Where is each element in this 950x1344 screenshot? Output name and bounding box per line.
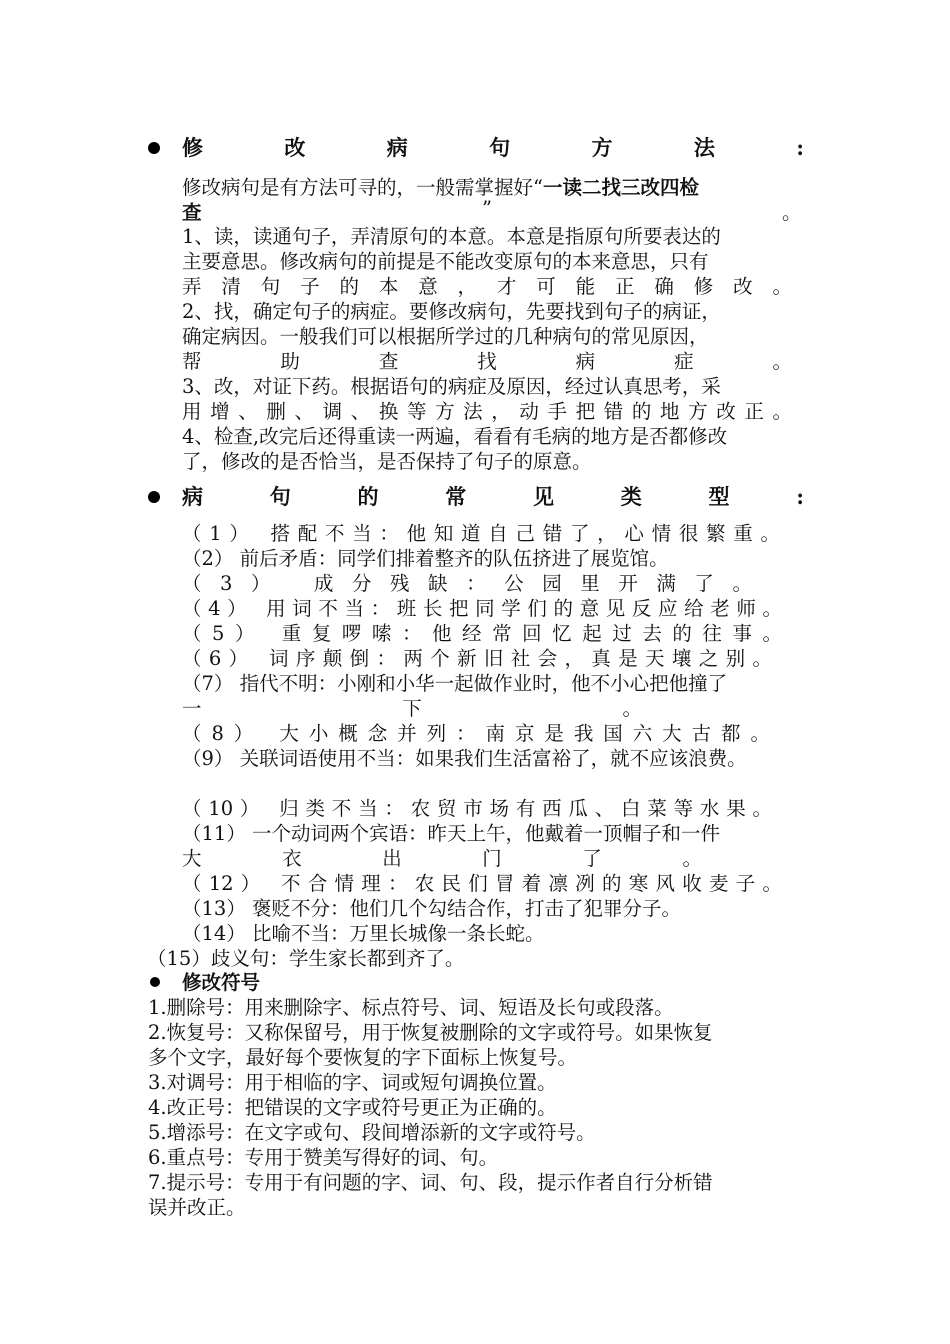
method-line: 弄清句子的本意，才可能正确修改。	[182, 275, 792, 298]
sentence-type-item: （9） 关联词语使用不当：如果我们生活富裕了，就不应该浪费。	[182, 747, 747, 770]
bullet-icon	[148, 491, 160, 503]
sentence-type-item: （3） 成分残缺：公园里开满了。	[182, 572, 752, 595]
sentence-type-item: 大衣出门了。	[182, 847, 702, 870]
symbol-item: 6.重点号：专用于赞美写得好的词、句。	[148, 1146, 499, 1169]
sentence-type-item: （14） 比喻不当：万里长城像一条长蛇。	[182, 922, 545, 945]
symbol-item: 3.对调号：用于相临的字、词或短句调换位置。	[148, 1071, 557, 1094]
section-heading-methods: 修改病句方法:	[182, 135, 804, 160]
method-line: 确定病因。一般我们可以根据所学过的几种病句的常见原因，	[182, 325, 709, 348]
sentence-type-item: （4） 用词不当：班长把同学们的意见反应给老师。	[182, 597, 782, 620]
section-heading-types: 病句的常见类型:	[182, 484, 804, 509]
sentence-type-item: （10） 归类不当：农贸市场有西瓜、白菜等水果。	[182, 797, 772, 820]
sentence-type-item: （13） 褒贬不分：他们几个勾结合作，打击了犯罪分子。	[182, 897, 682, 920]
method-line: 了，修改的是否恰当，是否保持了句子的原意。	[182, 450, 592, 473]
symbol-item: 7.提示号：专用于有问题的字、词、句、段，提示作者自行分析错	[148, 1171, 713, 1194]
bullet-icon	[148, 142, 160, 154]
sentence-type-item: （11） 一个动词两个宾语：昨天上午，他戴着一顶帽子和一件	[182, 822, 721, 845]
sentence-type-item: （7） 指代不明：小刚和小华一起做作业时，他不小心把他撞了	[182, 672, 728, 695]
sentence-type-item: （8） 大小概念并列：南京是我国六大古都。	[182, 722, 770, 745]
method-line: 3、改，对证下药。根据语句的病症及原因，经过认真思考，采	[182, 375, 721, 398]
intro-line	[182, 175, 699, 200]
intro-bold-continued: 查	[182, 201, 202, 224]
sentence-type-item: （2） 前后矛盾：同学们排着整齐的队伍挤进了展览馆。	[182, 547, 669, 570]
symbol-item: 误并改正。	[148, 1196, 246, 1219]
symbol-item: 多个文字，最好每个要恢复的字下面标上恢复号。	[148, 1046, 578, 1069]
symbol-item: 2.恢复号：又称保留号，用于恢复被删除的文字或符号。如果恢复	[148, 1021, 713, 1044]
method-line: 帮助查找病症。	[182, 350, 792, 373]
section-heading-symbols: 修改符号	[182, 971, 261, 994]
bullet-icon	[150, 977, 160, 987]
sentence-type-item: （5） 重复啰嗦：他经常回忆起过去的往事。	[182, 622, 782, 645]
intro-bold-text: 一读二找三改四检	[542, 176, 699, 199]
symbol-item: 5.增添号：在文字或句、段间增添新的文字或符号。	[148, 1121, 596, 1144]
method-line: 2、找，确定句子的病症。要修改病句，先要找到句子的病证，	[182, 300, 721, 323]
intro-period: 。	[782, 201, 802, 224]
intro-text: 修改病句是有方法可寻的，一般需掌握好“	[182, 176, 543, 199]
symbol-item: 1.删除号：用来删除字、标点符号、词、短语及长句或段落。	[148, 996, 674, 1019]
sentence-type-item: （15）歧义句：学生家长都到齐了。	[147, 947, 465, 970]
method-line: 4、检查,改完后还得重读一两遍，看看有毛病的地方是否都修改	[182, 425, 728, 448]
sentence-type-item: （1） 搭配不当：他知道自己错了，心情很繁重。	[182, 522, 780, 545]
sentence-type-item: （6） 词序颠倒：两个新旧社会，真是天壤之别。	[182, 647, 772, 670]
symbol-item: 4.改正号：把错误的文字或符号更正为正确的。	[148, 1096, 557, 1119]
sentence-type-item: 一下。	[182, 697, 642, 720]
sentence-type-item: （12） 不合情理：农民们冒着凛冽的寒风收麦子。	[182, 872, 782, 895]
method-line: 用增、删、调、换等方法，动手把错的地方改正。	[182, 400, 792, 423]
method-line: 1、读，读通句子，弄清原句的本意。本意是指原句所要表达的	[182, 225, 721, 248]
method-line: 主要意思。修改病句的前提是不能改变原句的本来意思，只有	[182, 250, 709, 273]
intro-quote-end: ”	[482, 197, 492, 220]
